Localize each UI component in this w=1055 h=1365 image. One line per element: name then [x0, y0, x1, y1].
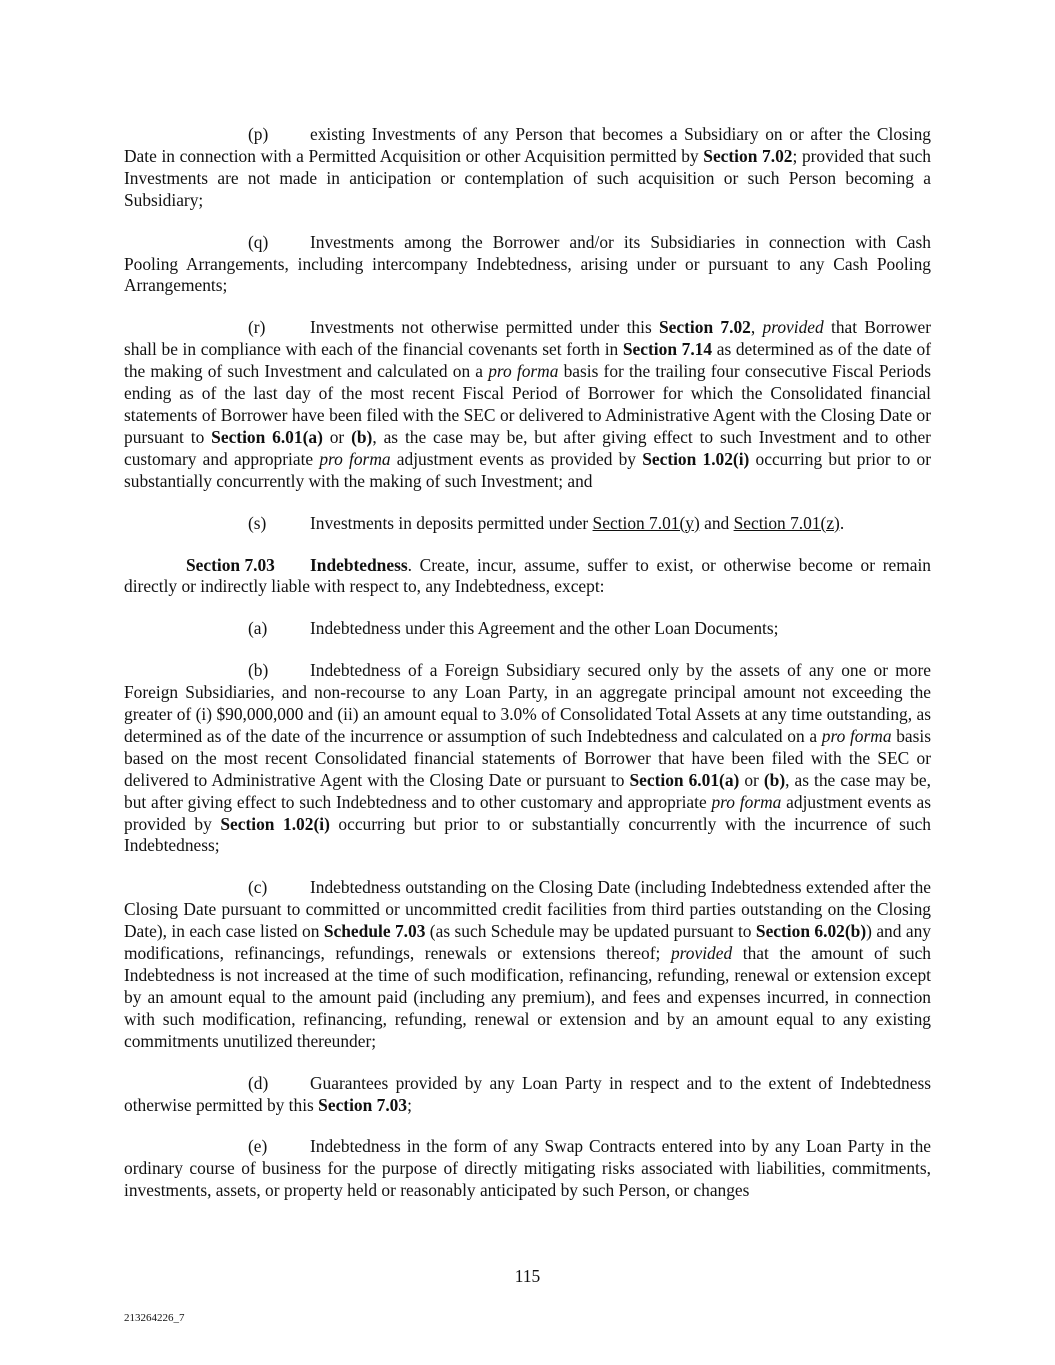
section-reference: Section 1.02(i): [220, 813, 330, 834]
paragraph-label: (r): [248, 317, 266, 338]
document-page: [124, 124, 931, 1222]
paragraph-label: (d): [248, 1072, 269, 1093]
paragraph-r: (r) Investments not otherwise permitted under this Section 7.02, provided that Borrower shall be in compliance with each of the financial covenants set forth in Section 7.14 as determined as of the date of the making of such Investment and calculated on a pro forma basis for the trailing four consecutive Fiscal Periods ending as of the last day of the most recent Fiscal Period of Borrower for which the Consolidated financial statements of Borrower have been filed with the SEC or delivered to Administrative Agent with the Closing Date or pursuant to Section 6.01(a) or (b), as the case may be, but after giving effect to such Investment and to other customary and appropriate pro forma adjustment events as provided by Section 1.02(i) occurring but prior to or substantially concurrently with the making of such Investment; and: [124, 317, 932, 491]
section-reference: Section 1.02(i): [642, 448, 750, 469]
section-reference: (b): [351, 426, 373, 447]
subsection-c: (c) Indebtedness outstanding on the Closing Date (including Indebtedness extended after the Closing Date pursuant to committed or uncommitted credit facilities from third parties outstanding on the Closing Date), in each case listed on Schedule 7.03 (as such Schedule may be updated pursuant to Section 6.02(b)) and any modifications, refinancings, refundings, renewals or extensions thereof; provided that the amount of such Indebtedness is not increased at the time of such modification, refinancing, refunding, renewal or extension except by an amount equal to the amount paid (including any premium), and fees and expenses incurred, in connection with such modification, refinancing, refunding, renewal or extension and by an amount equal to any existing commitments unutilized thereunder;: [124, 877, 931, 1051]
section-reference: (b): [763, 769, 786, 790]
italic-term: pro forma: [319, 448, 391, 469]
section-reference: Section 7.02: [703, 145, 793, 166]
cross-reference: Section 7.01(z): [733, 512, 840, 533]
section-reference: Section 7.02: [659, 317, 751, 338]
subsection-d: (d) Guarantees provided by any Loan Party in respect and to the extent of Indebtedness otherwise permitted by this Section 7.03;: [124, 1072, 931, 1115]
paragraph-q: (q) Investments among the Borrower and/or its Subsidiaries in connection with Cash Pooling Arrangements, including intercompany Indebtedness, arising under or pursuant to any Cash Pooling Arrangements;: [124, 231, 931, 296]
section-reference: Section 6.02(b): [755, 921, 867, 942]
document-id: 213264226_7: [124, 1312, 185, 1324]
section-reference: Section 7.03: [318, 1094, 408, 1115]
italic-term: provided: [670, 943, 733, 964]
subsection-b: (b) Indebtedness of a Foreign Subsidiary secured only by the assets of any one or more Foreign Subsidiaries, and non-recourse to any Loan Party, in an aggregate principal amount not exceeding the greater of (i) $90,000,000 and (ii) an amount equal to 3.0% of Consolidated Total Assets at any time outstanding, as determined as of the date of the incurrence or assumption of such Indebtedness and calculated on a pro forma basis based on the most recent Consolidated financial statements of Borrower that have been filed with the SEC or delivered to Administrative Agent with the Closing Date or pursuant to Section 6.01(a) or (b), as the case may be, but after giving effect to such Indebtedness and to other customary and appropriate pro forma adjustment events as provided by Section 1.02(i) occurring but prior to or substantially concurrently with the incurrence of such Indebtedness;: [124, 660, 931, 856]
section-reference: Section 7.14: [622, 339, 713, 360]
paragraph-p: (p) existing Investments of any Person that becomes a Subsidiary on or after the Closing Date in connection with a Permitted Acquisition or other Acquisition permitted by Section 7.02; provided that such Investments are not made in anticipation or contemplation of such acquisition or such Person becoming a Subsidiary;: [124, 124, 932, 210]
section-title: Indebtedness: [310, 554, 408, 575]
paragraph-label: (e): [248, 1136, 268, 1157]
paragraph-label: (p): [248, 124, 269, 144]
section-7-03-heading: Section 7.03 Indebtedness. Create, incur, assume, suffer to exist, or otherwise become or remain directly or indirectly liable with respect to, any Indebtedness, except:: [124, 554, 931, 597]
section-reference: Section 6.01(a): [211, 426, 323, 447]
schedule-reference: Schedule 7.03: [323, 921, 426, 942]
section-reference: Section 6.01(a): [629, 769, 740, 790]
paragraph-label: (q): [248, 231, 269, 252]
paragraph-label: (c): [248, 877, 268, 898]
italic-term: provided: [762, 317, 824, 338]
italic-term: pro forma: [488, 361, 559, 382]
subsection-a: (a) Indebtedness under this Agreement and the other Loan Documents;: [248, 618, 779, 639]
paragraph-label: (s): [248, 512, 267, 533]
italic-term: pro forma: [711, 791, 782, 812]
paragraph-label: (b): [248, 660, 269, 681]
subsection-e: (e) Indebtedness in the form of any Swap Contracts entered into by any Loan Party in the ordinary course of business for the purpose of directly mitigating risks associated with liabilities, commitments, investments, assets, or property held or reasonably anticipated by such Person, or changes: [124, 1136, 931, 1201]
paragraph-label: (a): [248, 618, 268, 639]
page-number: 115: [514, 1266, 541, 1286]
cross-reference: Section 7.01(y): [592, 512, 700, 533]
paragraph-s: (s) Investments in deposits permitted under Section 7.01(y) and Section 7.01(z).: [248, 512, 845, 533]
italic-term: pro forma: [821, 725, 892, 746]
section-number: Section 7.03: [186, 554, 275, 575]
